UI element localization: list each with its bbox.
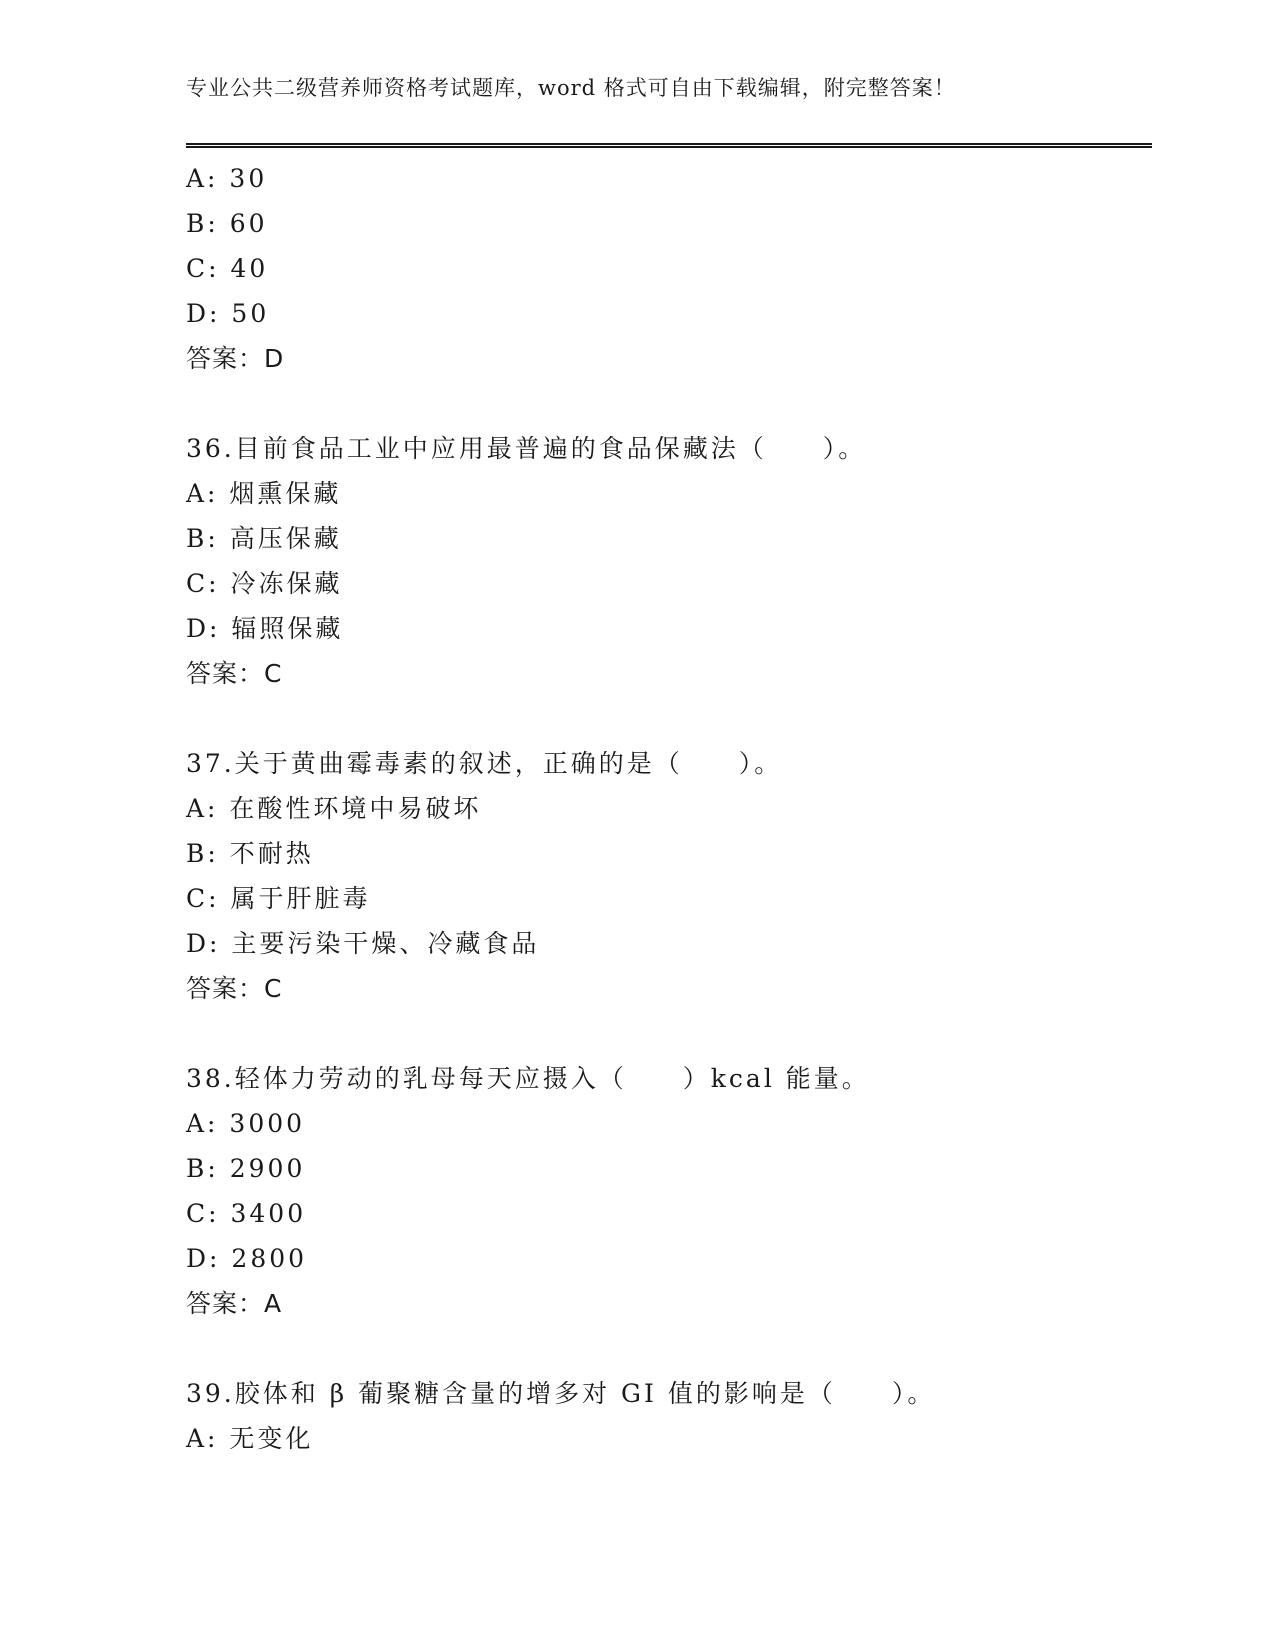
answer-line: 答案：D <box>186 344 285 373</box>
question-block-36 <box>186 426 1152 696</box>
option-a: A: 烟熏保藏 <box>186 479 342 508</box>
question-stem: 39.胶体和 β 葡聚糖含量的增多对 GI 值的影响是（ ）。 <box>186 1379 936 1408</box>
page-header: 专业公共二级营养师资格考试题库，word 格式可自由下载编辑，附完整答案！ <box>186 76 956 100</box>
answer-line: 答案：C <box>186 659 283 688</box>
option-a: A: 3000 <box>186 1109 306 1138</box>
question-block-38 <box>186 1056 1152 1326</box>
question-block-35 <box>186 156 1152 381</box>
question-block-37 <box>186 741 1152 1011</box>
option-a: A: 在酸性环境中易破坏 <box>186 794 482 823</box>
option-b: B: 2900 <box>186 1154 306 1183</box>
option-b: B: 高压保藏 <box>186 524 342 553</box>
option-c: C: 冷冻保藏 <box>186 569 343 598</box>
option-a: A: 30 <box>186 164 268 193</box>
question-block-39 <box>186 1371 1152 1461</box>
option-b: B: 不耐热 <box>186 839 314 868</box>
option-c: C: 40 <box>186 254 269 283</box>
answer-line: 答案：C <box>186 974 283 1003</box>
option-a: A: 无变化 <box>186 1424 314 1453</box>
option-b: B: 60 <box>186 209 268 238</box>
question-list <box>186 156 1152 1461</box>
question-stem: 37.关于黄曲霉毒素的叙述，正确的是（ ）。 <box>186 749 783 778</box>
answer-line: 答案：A <box>186 1289 283 1318</box>
option-c: C: 3400 <box>186 1199 307 1228</box>
option-d: D: 辐照保藏 <box>186 614 344 643</box>
question-stem: 36.目前食品工业中应用最普遍的食品保藏法（ ）。 <box>186 434 867 463</box>
option-d: D: 2800 <box>186 1244 308 1273</box>
question-stem: 38.轻体力劳动的乳母每天应摄入（ ）kcal 能量。 <box>186 1064 870 1093</box>
option-d: D: 主要污染干燥、冷藏食品 <box>186 929 540 958</box>
header-divider <box>186 143 1152 148</box>
option-c: C: 属于肝脏毒 <box>186 884 371 913</box>
option-d: D: 50 <box>186 299 270 328</box>
